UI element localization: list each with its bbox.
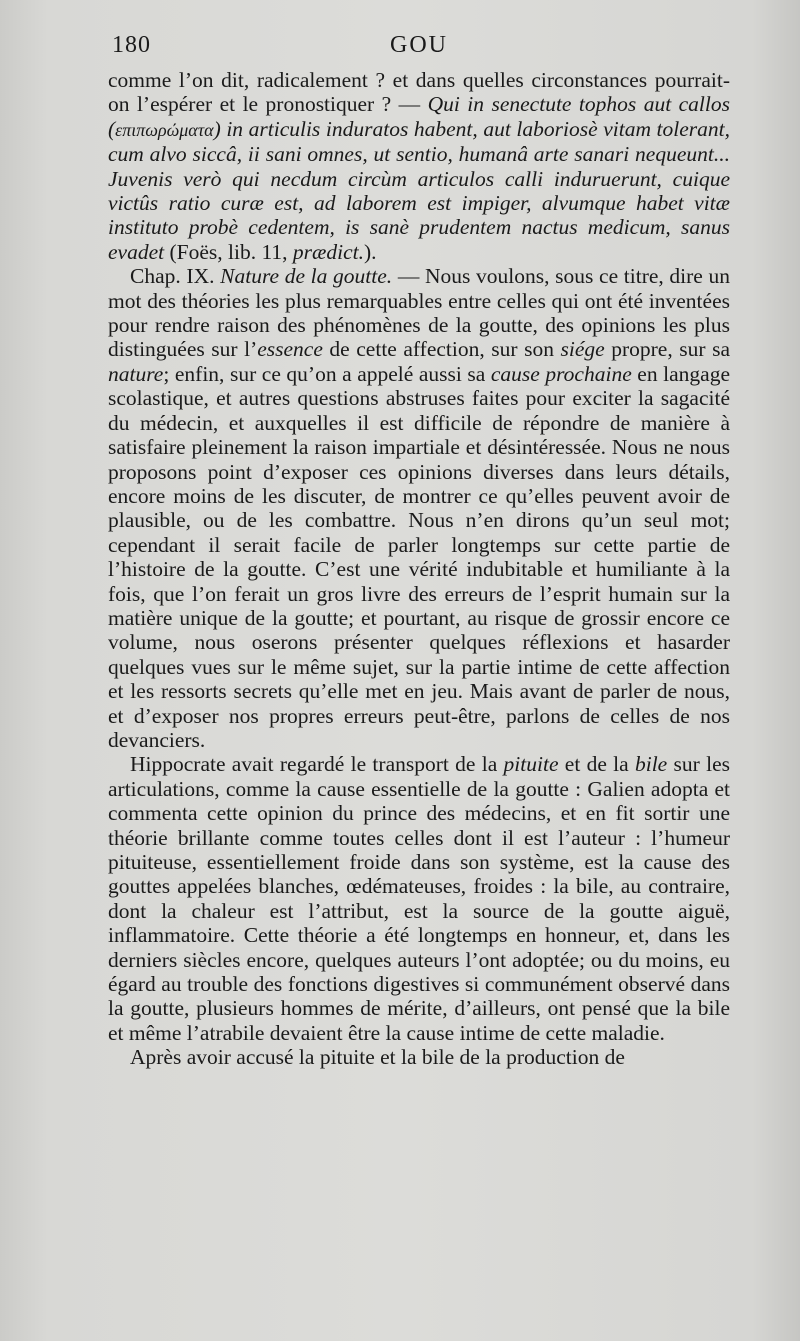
text-span: ; enfin, sur ce qu’on a appelé aussi sa	[163, 361, 491, 386]
latin-quote: Qui in senectute tophos aut callos (	[108, 92, 730, 141]
text-span: — Nous voulons, sous ce titre, dire un mot des théories les plus remarquables entre celles qui ont été inventées pour rendre raison des phénomènes de la goutte, des opinions les plus distinguées sur l’	[108, 264, 731, 362]
italic-term: cause prochaine	[490, 361, 632, 386]
text-span: Hippocrate avait regardé le transport de la	[130, 752, 504, 777]
latin-quote: ) in articulis induratos habent, aut laboriosè vitam tolerant, cum alvo siccâ, ii sani omnes, ut sentio, humanâ arte sanari nequeunt... Juvenis verò qui necdum circùm articulos calli induruerunt, cuique victûs ratio curæ est, ad laborem est impiger, alvumque habet vitæ instituto probè cedentem, is sanè prudentem nactus medicum, sanus evadet	[108, 116, 730, 264]
text-span: Après avoir accusé la pituite et la bile de la production de	[130, 1045, 625, 1070]
running-head: GOU	[390, 32, 448, 58]
paragraph-continuation	[108, 1045, 730, 1069]
paragraph-hippocrate	[108, 752, 730, 1045]
page-header	[108, 32, 730, 62]
italic-term: essence	[257, 337, 323, 362]
text-span: comme l’on dit, radicalement ? et dans quelles circonstances pourrait-on l’espérer et le pronostiquer ? —	[108, 68, 730, 117]
citation-work: prædict.	[292, 239, 364, 264]
paragraph-latin-quote	[108, 68, 730, 264]
text-span: en langage scolastique, et autres questions abstruses faites pour exciter la sagacité du médecin, et auxquelles il est difficile de répondre de manière à satisfaire pleinement la raison impartiale et désintéressée. Nous ne nous proposons point d’exposer ces opinions diverses dans leurs détails, encore moins de les discuter, de montrer ce qu’elles peuvent avoir de plausible, ou de les combattre. Nous n’en dirons qu’un seul mot; cependant il serait facile de parler longtemps sur cette partie de l’histoire de la goutte. C’est une vérité indubitable et humiliante à la fois, que l’on ferait un gros livre des erreurs de l’esprit humain sur la matière unique de la goutte; et pourtant, au risque de grossir encore ce volume, nous oserons présenter quelques réflexions et hasarder quelques vues sur le même sujet, sur la partie intime de cette affection et les ressorts secrets qu’elle met en jeu. Mais avant de parler de nous, et d’exposer nos propres erreurs peut-être, parlons de celles de nos devanciers.	[108, 361, 730, 752]
page-number: 180	[112, 32, 151, 58]
italic-term: bile	[634, 752, 668, 777]
chapter-title: Nature de la goutte.	[220, 264, 393, 289]
text-span: ).	[364, 239, 377, 264]
citation: (Foës, lib.	[164, 239, 262, 264]
text-span: de cette affection, sur son	[322, 337, 561, 362]
paragraph-chapter-ix	[108, 264, 730, 752]
greek-term: επιπωρώματα	[115, 119, 214, 140]
citation-book: 11	[261, 239, 283, 264]
text-span: sur les articulations, comme la cause essentielle de la goutte : Galien adopta et commenta cette opinion du prince des médecins, et en fit sortir une théorie brillante comme toutes celles dont il est l’auteur : l’humeur pituiteuse, essentiellement froide dans son système, est la cause des gouttes appelées blanches, œdémateuses, froides : la bile, au contraire, dont la chaleur est l’attribut, est la source de la goutte aiguë, inflammatoire. Cette théorie a été longtemps en honneur, et, dans les derniers siècles encore, quelques auteurs l’ont adoptée; ou du moins, eu égard au trouble des fonctions digestives si communément observé dans la goutte, plusieurs hommes de mérite, d’ailleurs, ont pensé que la bile et même l’atrabile devaient être la cause intime de cette maladie.	[108, 752, 730, 1045]
text-span: ,	[282, 239, 293, 264]
italic-term: siége	[560, 337, 605, 362]
chapter-label: Chap. IX.	[130, 264, 221, 289]
text-span: propre, sur sa	[604, 337, 730, 362]
italic-term: pituite	[503, 752, 559, 777]
body-text	[108, 68, 730, 1070]
italic-term: nature	[108, 361, 164, 386]
text-span: et de la	[558, 752, 635, 777]
